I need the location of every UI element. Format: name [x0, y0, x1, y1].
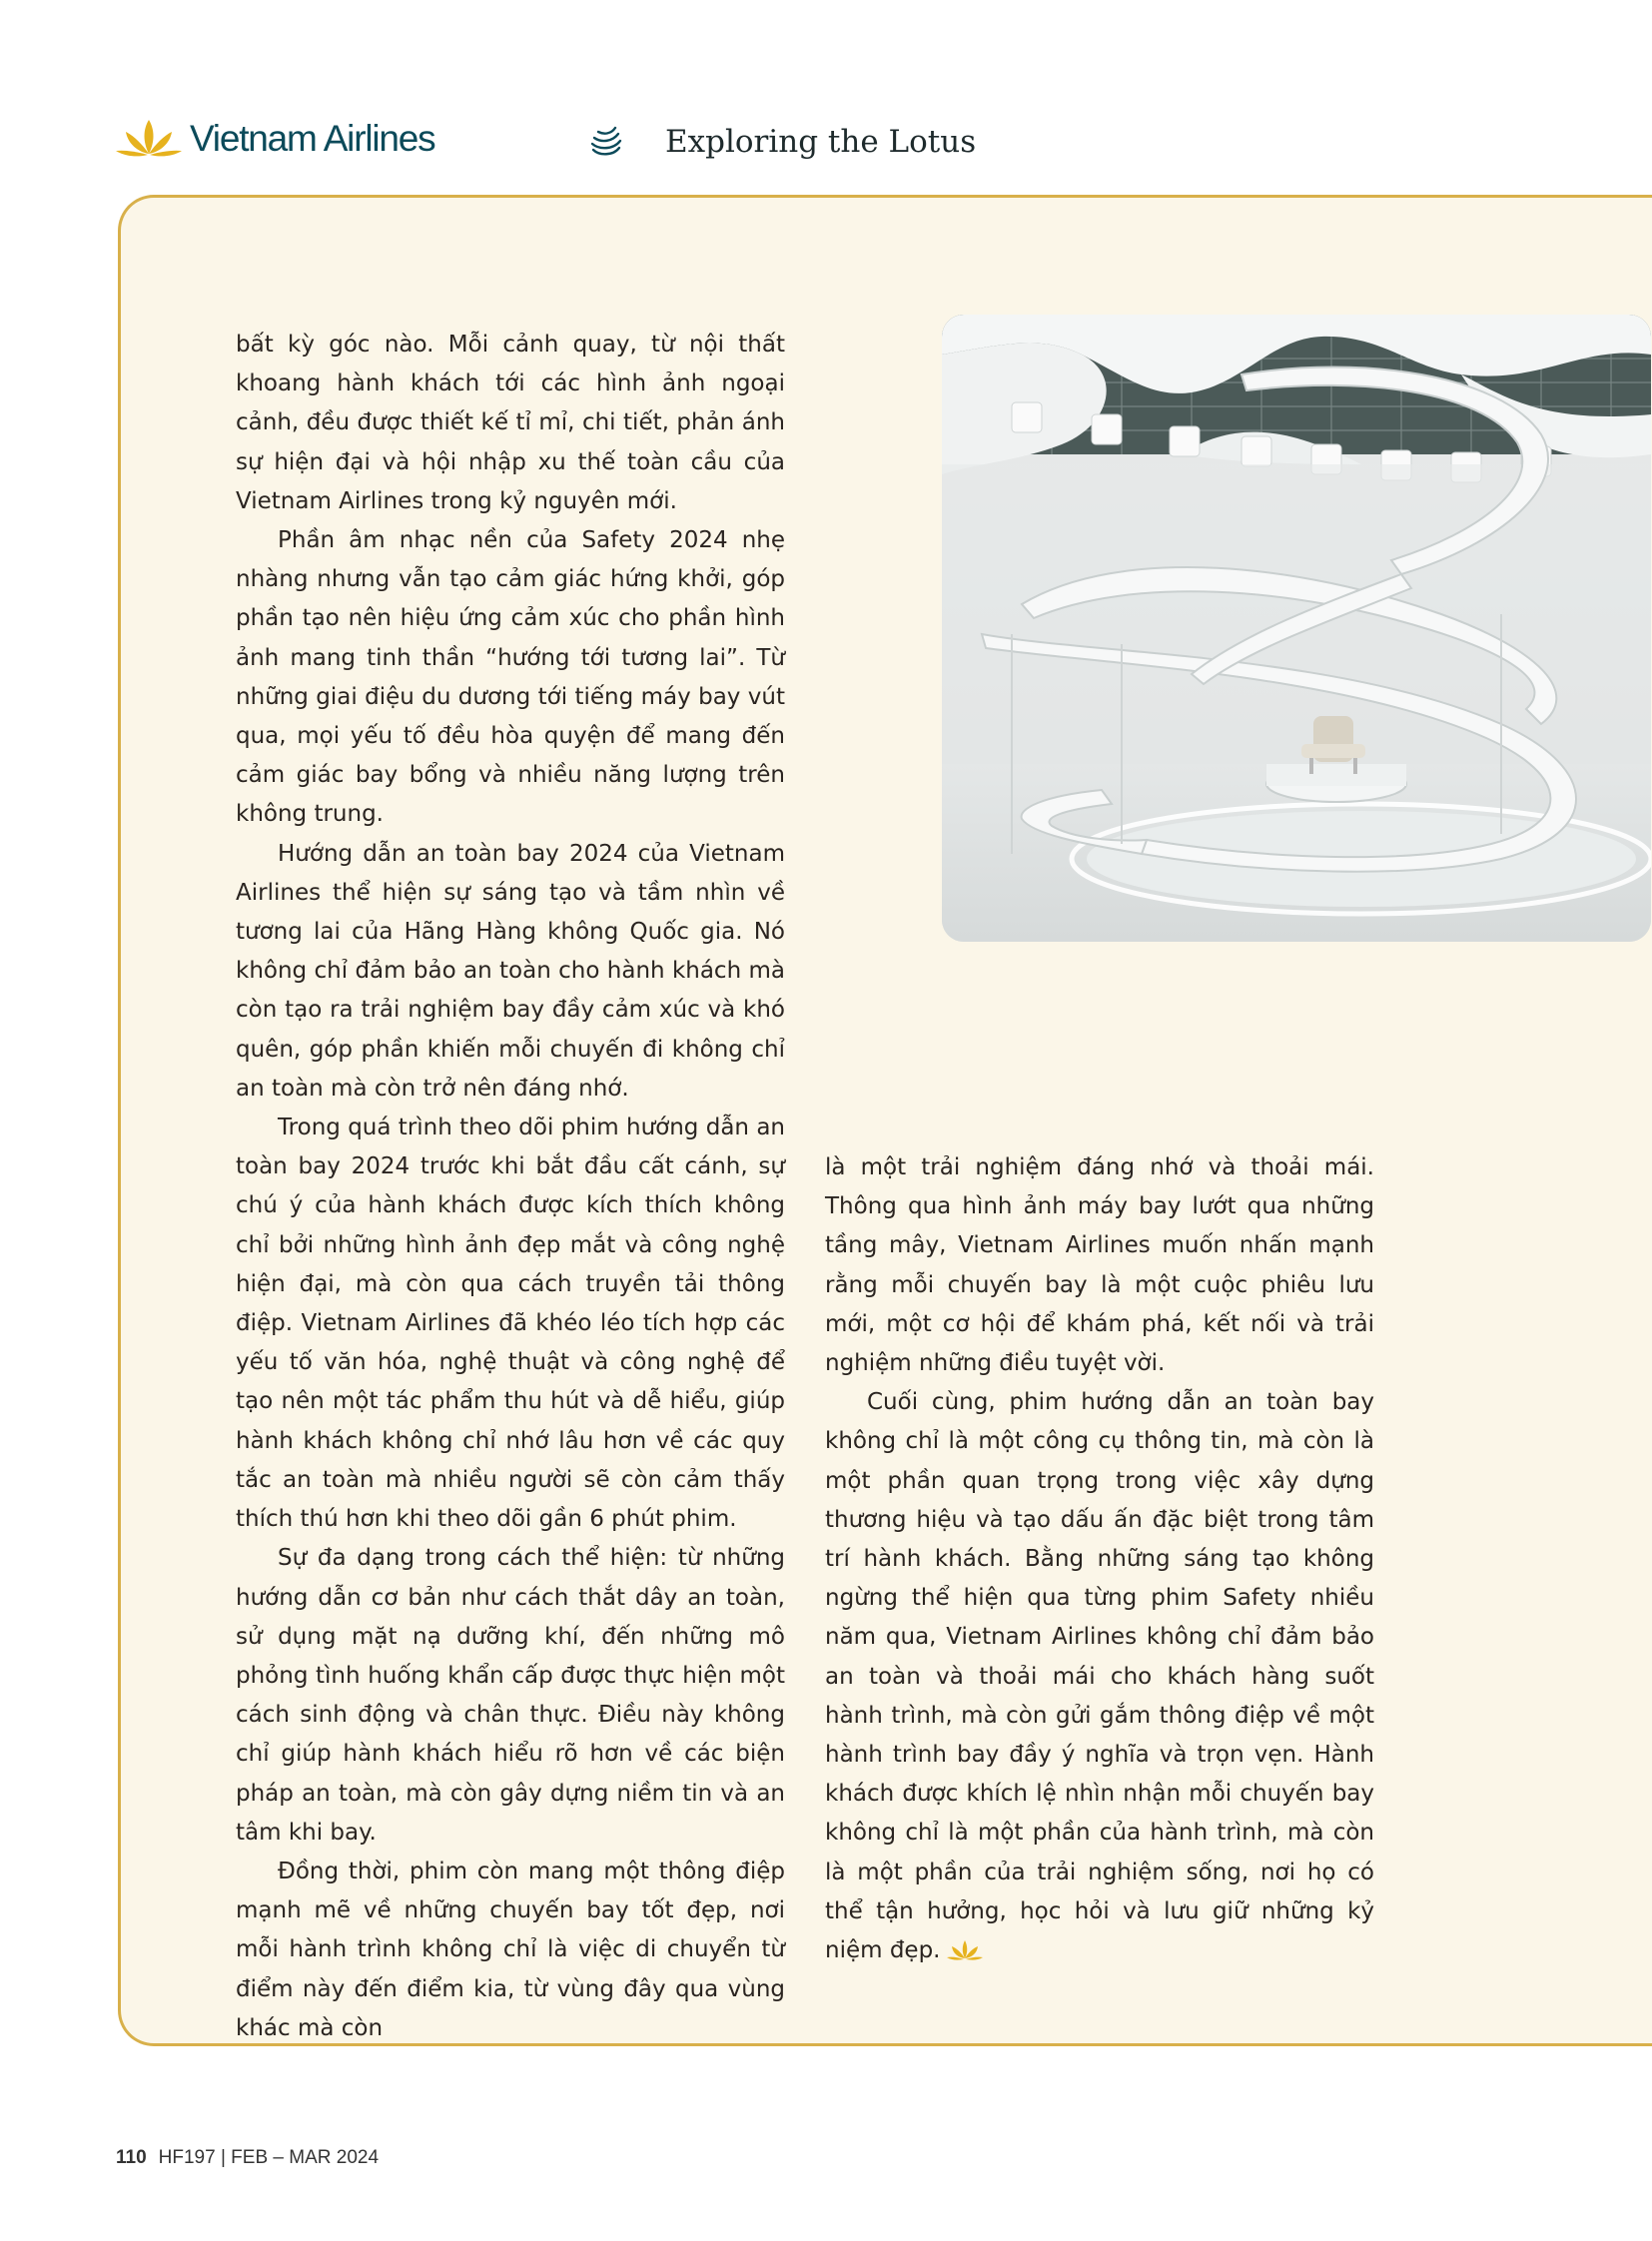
paragraph-final [825, 1383, 1374, 1970]
white-spiral-ribbon-set-photo [942, 315, 1651, 942]
paragraph: bất kỳ góc nào. Mỗi cảnh quay, từ nội thất khoang hành khách tới các hình ảnh ngoại cảnh, đều được thiết kế tỉ mỉ, chi tiết, phản ánh sự hiện đại và hội nhập xu thế toàn cầu của Vietnam Airlines trong kỷ nguyên mới. [236, 332, 785, 514]
section-title: Exploring the Lotus [665, 124, 977, 160]
lotus-logo-icon [114, 116, 184, 160]
issue-label: HF197 | FEB – MAR 2024 [158, 2147, 380, 2168]
paragraph: Hướng dẫn an toàn bay 2024 của Vietnam Airlines thể hiện sự sáng tạo và tầm nhìn về tương lai của Hãng Hàng không Quốc gia. Nó không chỉ đảm bảo an toàn cho hành khách mà còn tạo ra trải nghiệm bay đầy cảm xúc và khó quên, góp phần khiến mỗi chuyến đi không chỉ an toàn mà còn trở nên đáng nhớ. [236, 840, 785, 1102]
paragraph: Đồng thời, phim còn mang một thông điệp mạnh mẽ về những chuyến bay tốt đẹp, nơi mỗi hành trình không chỉ là việc di chuyển từ điểm này đến điểm kia, từ vùng đây qua vùng khác mà còn [236, 1858, 785, 2041]
paragraph: là một trải nghiệm đáng nhớ và thoải mái. Thông qua hình ảnh máy bay lướt qua những tầng mây, Vietnam Airlines muốn nhấn mạnh rằng mỗi chuyến bay là một cuộc phiêu lưu mới, một cơ hội để khám phá, kết nối và trải nghiệm những điều tuyệt vời. [825, 1154, 1374, 1377]
page-footer [116, 2147, 379, 2169]
page-number: 110 [116, 2147, 147, 2168]
article-left-column [236, 326, 785, 2048]
skyteam-icon [587, 120, 625, 160]
page-header [114, 112, 1113, 172]
article-right-column [825, 1148, 1374, 1970]
lotus-end-mark-icon [947, 1938, 983, 1960]
paragraph: Sự đa dạng trong cách thể hiện: từ những hướng dẫn cơ bản như cách thắt dây an toàn, sử dụng mặt nạ dưỡng khí, đến những mô phỏng tình huống khẩn cấp được thực hiện một cách sinh động và chân thực. Điều này không chỉ giúp hành khách hiểu rõ hơn về các biện pháp an toàn, mà còn gây dựng niềm tin và an tâm khi bay. [236, 1545, 785, 1846]
paragraph-final-text: Cuối cùng, phim hướng dẫn an toàn bay không chỉ là một công cụ thông tin, mà còn là một phần quan trọng trong việc xây dựng thương hiệu và tạo dấu ấn đặc biệt trong tâm trí hành khách. Bằng những sáng tạo không ngừng thể hiện qua từng phim Safety nhiều năm qua, Vietnam Airlines không chỉ đảm bảo an toàn và thoải mái cho khách hàng suốt hành trình, mà còn gửi gắm thông điệp về một hành trình bay đầy ý nghĩa và trọn vẹn. Hành khách được khích lệ nhìn nhận mỗi chuyến bay không chỉ là một phần của hành trình, mà còn là một phần của trải nghiệm sống, nơi họ có thể tận hưởng, học hỏi và lưu giữ những kỷ niệm đẹp. [825, 1389, 1374, 1964]
brand-name: Vietnam Airlines [190, 118, 435, 159]
paragraph: Trong quá trình theo dõi phim hướng dẫn an toàn bay 2024 trước khi bắt đầu cất cánh, sự chú ý của hành khách được kích thích không chỉ bởi những hình ảnh đẹp mắt và công nghệ hiện đại, mà còn qua cách truyền tải thông điệp. Vietnam Airlines đã khéo léo tích hợp các yếu tố văn hóa, nghệ thuật và công nghệ để tạo nên một tác phẩm thu hút và dễ hiểu, giúp hành khách không chỉ nhớ lâu hơn về các quy tắc an toàn mà nhiều người sẽ còn cảm thấy thích thú hơn khi theo dõi gần 6 phút phim. [236, 1115, 785, 1533]
paragraph: Phần âm nhạc nền của Safety 2024 nhẹ nhàng nhưng vẫn tạo cảm giác hứng khởi, góp phần tạo nên hiệu ứng cảm xúc cho phần hình ảnh mang tinh thần “hướng tới tương lai”. Từ những giai điệu du dương tới tiếng máy bay vút qua, mọi yếu tố đều hòa quyện để mang đến cảm giác bay bổng và nhiều năng lượng trên không trung. [236, 527, 785, 828]
